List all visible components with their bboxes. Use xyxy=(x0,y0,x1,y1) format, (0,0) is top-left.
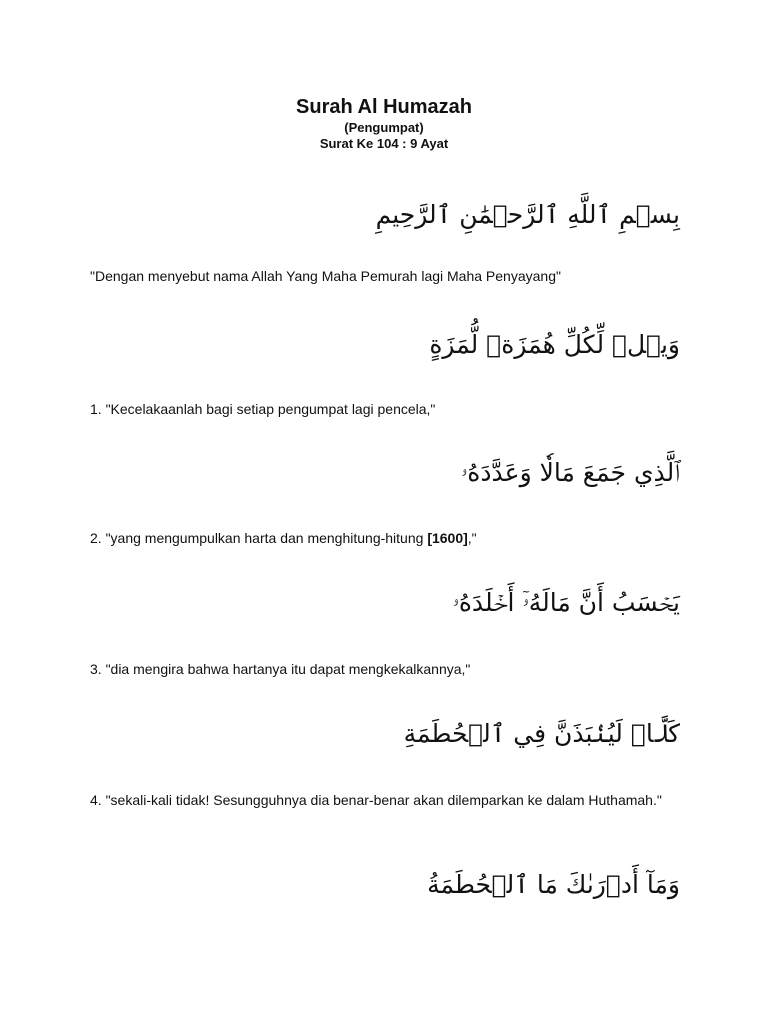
surah-info: Surat Ke 104 : 9 Ayat xyxy=(319,136,449,151)
verse-1-translation: 1. "Kecelakaanlah bagi setiap pengumpat lagi pencela," xyxy=(90,401,436,417)
verse-4-translation: 4. "sekali-kali tidak! Sesungguhnya dia benar-benar akan dilemparkan ke dalam Huthamah." xyxy=(90,792,662,808)
verse-1-arabic: وَيۡلٞ لِّكُلِّ هُمَزَةٖ لُّمَزَةٍ xyxy=(429,330,680,359)
verse-2-translation-text: 2. "yang mengumpulkan harta dan menghitung-hitung xyxy=(90,530,428,546)
surah-header xyxy=(0,94,768,152)
basmala-arabic: بِسۡمِ ٱللَّهِ ٱلرَّحۡمَٰنِ ٱلرَّحِيمِ xyxy=(375,200,680,229)
verse-2-translation-end: ," xyxy=(467,530,477,546)
verse-5-arabic: وَمَآ أَدۡرَىٰكَ مَا ٱلۡحُطَمَةُ xyxy=(427,870,680,899)
verse-2-translation xyxy=(90,530,678,547)
basmala-translation: "Dengan menyebut nama Allah Yang Maha Pemurah lagi Maha Penyayang" xyxy=(90,268,561,284)
verse-3-translation: 3. "dia mengira bahwa hartanya itu dapat mengkekalkannya," xyxy=(90,661,471,677)
verse-4-arabic: كَلَّاۖ لَيُنۢبَذَنَّ فِي ٱلۡحُطَمَةِ xyxy=(403,719,680,748)
page-title: Surah Al Humazah xyxy=(296,96,472,118)
footnote-reference[interactable]: [1600] xyxy=(427,530,468,546)
verse-2-arabic: ٱلَّذِي جَمَعَ مَالٗا وَعَدَّدَهُۥ xyxy=(461,458,680,487)
verse-3-arabic: يَحۡسَبُ أَنَّ مَالَهُۥٓ أَخۡلَدَهُۥ xyxy=(452,588,680,617)
surah-subtitle: (Pengumpat) xyxy=(344,120,424,135)
